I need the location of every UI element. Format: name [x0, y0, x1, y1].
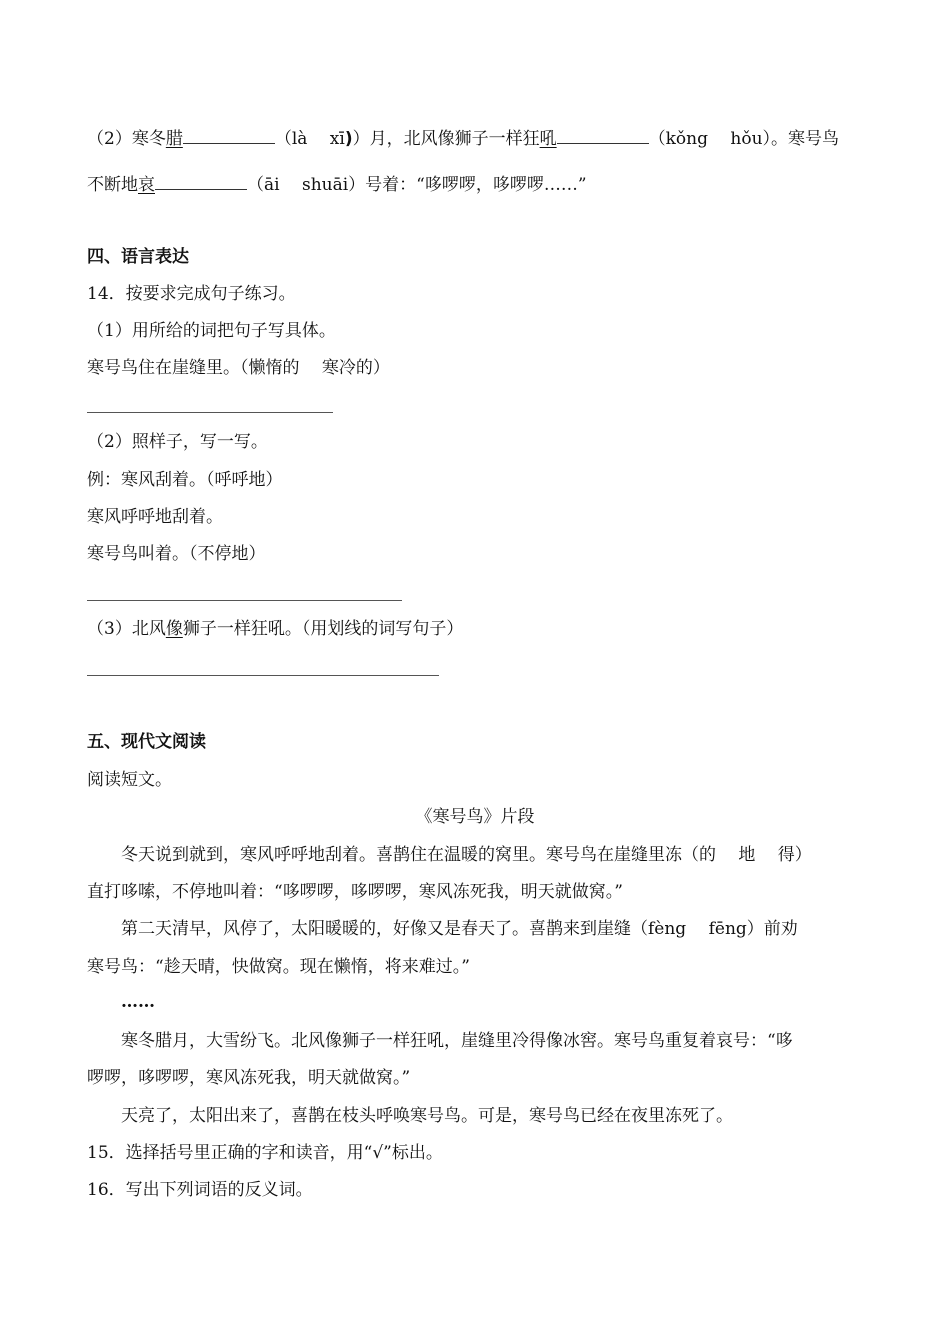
question-14: 14．按要求完成句子练习。 [87, 284, 296, 304]
passage-paragraph-2-cont: 寒号鸟：“趁天晴，快做窝。现在懒惰，将来难过。” [87, 957, 470, 977]
question-16: 16．写出下列词语的反义词。 [87, 1180, 313, 1200]
passage-title: 《寒号鸟》片段 [415, 807, 535, 827]
q14-sub2-example: 例：寒风刮着。（呼呼地） [87, 470, 283, 490]
answer-line[interactable] [87, 600, 402, 601]
pinyin-options: （kǒng hǒu）。寒号鸟 [648, 129, 840, 149]
q13-2-text: 不断地 [87, 175, 138, 195]
passage-ellipsis: …… [121, 992, 155, 1012]
underlined-char-la: 腊 [165, 129, 183, 149]
q14-sub1-sentence: 寒号鸟住在崖缝里。（懒惰的 寒冷的） [87, 358, 390, 378]
q14-sub2-task: 寒号鸟叫着。（不停地） [87, 544, 266, 564]
underlined-char-xiang: 像 [165, 619, 183, 639]
q14-sub3-text: （3）北风 [87, 619, 166, 639]
q14-sub3-text: 狮子一样狂吼。（用划线的词写句子） [182, 619, 464, 639]
q14-sub2-example-answer: 寒风呼呼地刮着。 [87, 507, 223, 527]
passage-paragraph-2: 第二天清早，风停了，太阳暖暖的，好像又是春天了。喜鹊来到崖缝（fèng fēng）前劝 [121, 919, 798, 939]
reading-intro: 阅读短文。 [87, 770, 172, 790]
answer-blank[interactable] [183, 126, 275, 144]
passage-paragraph-3: 寒冬腊月，大雪纷飞。北风像狮子一样狂吼，崖缝里冷得像冰窖。寒号鸟重复着哀号：“哆 [121, 1031, 793, 1051]
q13-2-line1 [87, 126, 839, 151]
q14-sub2: （2）照样子，写一写。 [87, 432, 268, 452]
q13-2-text: ）月，北风像狮子一样狂 [352, 129, 540, 149]
pinyin-options: （āi shuāi）号着：“哆啰啰，哆啰啰……” [247, 175, 587, 195]
section-heading: 五、现代文阅读 [87, 732, 206, 752]
passage-paragraph-1: 冬天说到就到，寒风呼呼地刮着。喜鹊住在温暖的窝里。寒号鸟在崖缝里冻（的 地 得） [121, 845, 812, 865]
q14-sub3 [87, 617, 463, 641]
answer-blank[interactable] [155, 172, 247, 190]
q14-sub1: （1）用所给的词把句子写具体。 [87, 321, 336, 341]
paren-close: ) [344, 129, 353, 149]
pinyin-options: （là xī [274, 129, 345, 149]
passage-paragraph-3-cont: 啰啰，哆啰啰，寒风冻死我，明天就做窝。” [87, 1068, 411, 1088]
underlined-char-ai: 哀 [138, 175, 155, 195]
answer-line[interactable] [87, 412, 333, 413]
passage-paragraph-4: 天亮了，太阳出来了，喜鹊在枝头呼唤寒号鸟。可是，寒号鸟已经在夜里冻死了。 [121, 1106, 733, 1126]
answer-blank[interactable] [557, 126, 649, 144]
passage-paragraph-1-cont: 直打哆嗦，不停地叫着：“哆啰啰，哆啰啰，寒风冻死我，明天就做窝。” [87, 882, 623, 902]
section-heading: 四、语言表达 [87, 247, 189, 267]
underlined-char-hou: 吼 [539, 129, 557, 149]
answer-line[interactable] [87, 675, 439, 676]
q13-2-text: （2）寒冬 [87, 129, 166, 149]
question-15: 15．选择括号里正确的字和读音，用“√”标出。 [87, 1143, 443, 1163]
q13-2-line2 [87, 172, 587, 197]
